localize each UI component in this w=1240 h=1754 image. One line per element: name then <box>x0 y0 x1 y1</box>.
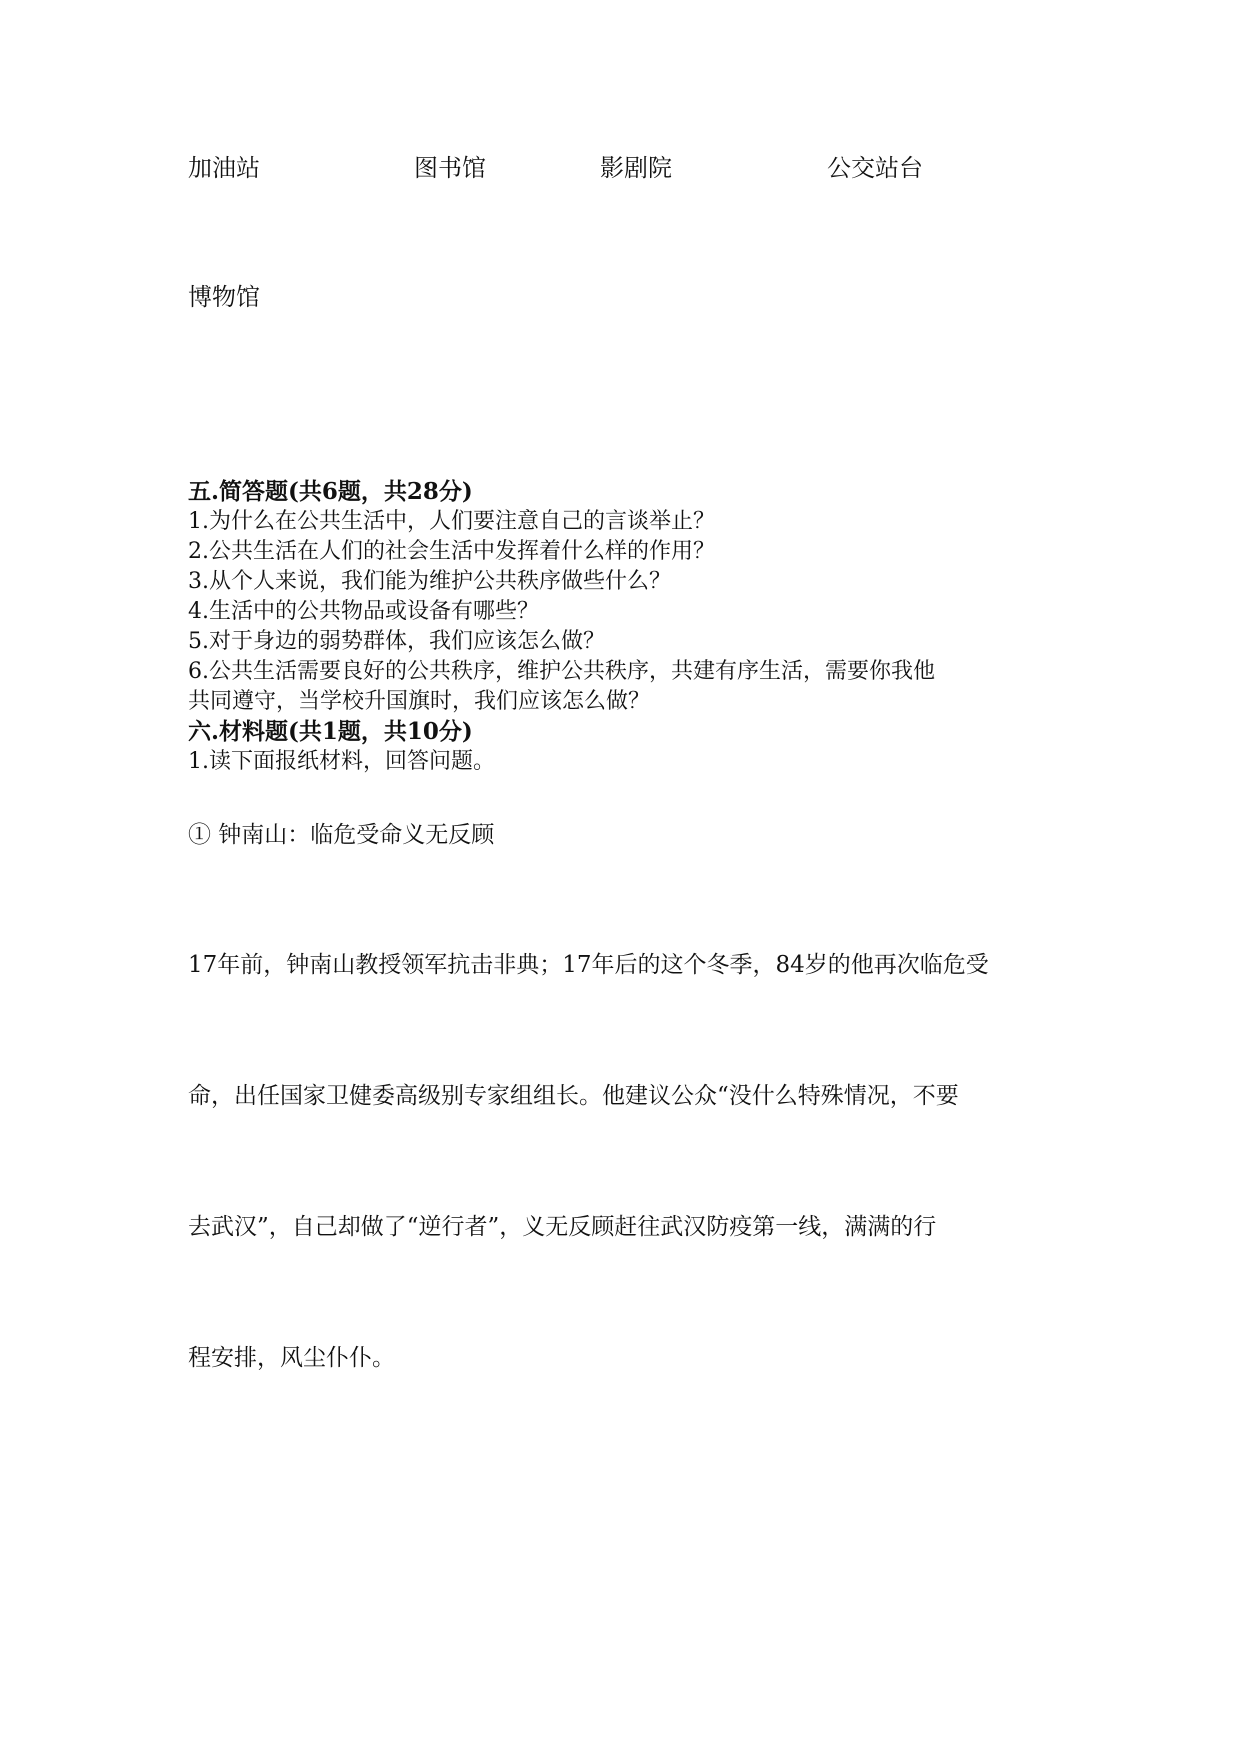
material-paragraph-line: 程安排，风尘仆仆。 <box>188 1345 395 1371</box>
place-bus-stop: 公交站台 <box>827 154 923 182</box>
material-question: 1.读下面报纸材料，回答问题。 <box>188 749 495 774</box>
question-line: 1.为什么在公共生活中，人们要注意自己的言谈举止？ <box>188 509 715 534</box>
question-line: 3.从个人来说，我们能为维护公共秩序做些什么？ <box>188 569 671 594</box>
question-line: 4.生活中的公共物品或设备有哪些？ <box>188 599 539 624</box>
question-line: 5.对于身边的弱势群体，我们应该怎么做？ <box>188 629 605 654</box>
question-line: 6.公共生活需要良好的公共秩序，维护公共秩序，共建有序生活，需要你我他 <box>188 659 935 684</box>
place-museum: 博物馆 <box>188 283 260 311</box>
place-gas-station: 加油站 <box>188 154 260 182</box>
section-6-title: 六.材料题(共1题，共10分) <box>188 718 473 745</box>
question-line: 2.公共生活在人们的社会生活中发挥着什么样的作用？ <box>188 539 715 564</box>
place-theater: 影剧院 <box>600 154 672 182</box>
place-library: 图书馆 <box>414 154 486 182</box>
question-line: 共同遵守，当学校升国旗时，我们应该怎么做？ <box>188 689 651 714</box>
material-paragraph-line: 命，出任国家卫健委高级别专家组组长。他建议公众“没什么特殊情况，不要 <box>188 1083 959 1109</box>
material-paragraph-line: 17年前，钟南山教授领军抗击非典；17年后的这个冬季，84岁的他再次临危受 <box>188 952 989 978</box>
material-headline: ① 钟南山：临危受命义无反顾 <box>188 822 495 848</box>
section-5-title: 五.简答题(共6题，共28分) <box>188 478 473 505</box>
material-paragraph-line: 去武汉”，自己却做了“逆行者”，义无反顾赶往武汉防疫第一线，满满的行 <box>188 1214 937 1240</box>
